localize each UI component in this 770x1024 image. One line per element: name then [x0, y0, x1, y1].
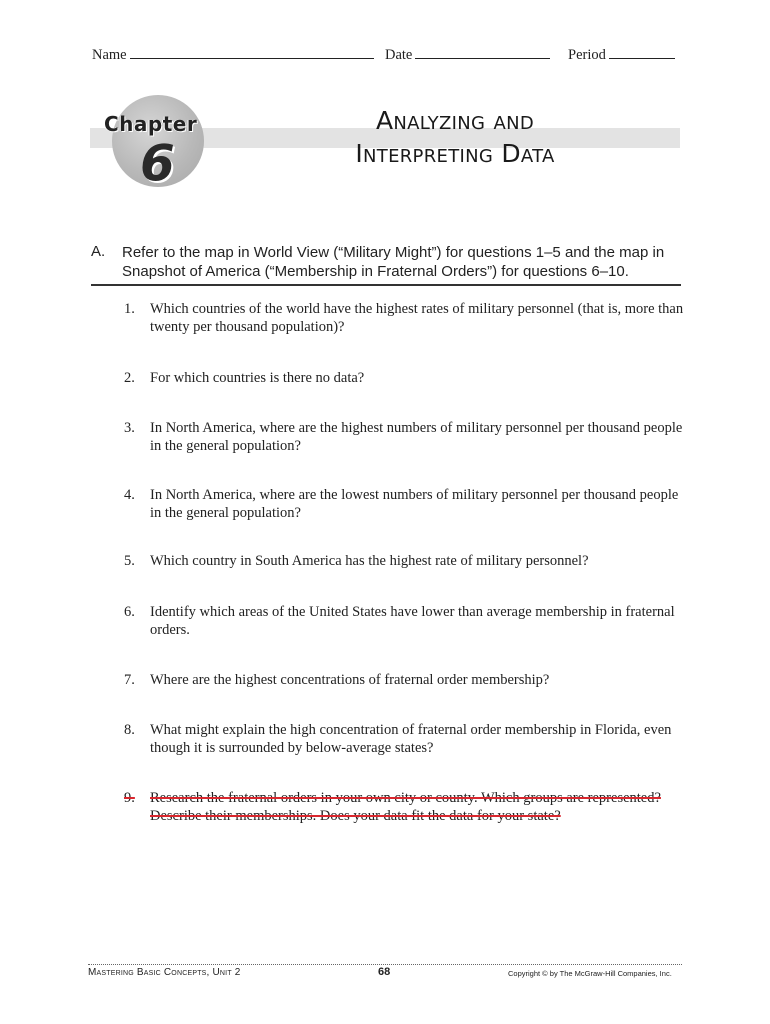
- title-line-1: Analyzing and: [375, 106, 535, 135]
- period-field[interactable]: [568, 44, 675, 64]
- chapter-word: Chapter: [104, 112, 198, 136]
- question-text: Where are the highest concentrations of fraternal order membership?: [150, 672, 550, 688]
- question-item-7: [124, 671, 684, 689]
- name-blank[interactable]: [130, 44, 374, 59]
- name-label: Name: [92, 47, 127, 63]
- question-text: In North America, where are the highest numbers of military personnel per thousand people in the general population?: [150, 420, 683, 454]
- question-item-6: [124, 603, 684, 639]
- question-item-4: [124, 486, 684, 522]
- question-item-5: [124, 552, 684, 570]
- section-instructions: Refer to the map in World View (“Military Might”) for questions 1–5 and the map in Snapshot of America (“Membership in Fraternal Orders”) for questions 6–10.: [122, 244, 665, 280]
- question-number: 7.: [124, 672, 135, 688]
- question-number: 8.: [124, 722, 135, 738]
- question-item-2: [124, 369, 684, 387]
- period-blank[interactable]: [609, 44, 675, 59]
- question-number: 6.: [124, 604, 135, 620]
- question-item-3: [124, 419, 684, 455]
- date-label: Date: [385, 47, 413, 63]
- footer-book-title: Mastering Basic Concepts, Unit 2: [88, 967, 241, 978]
- question-number: 5.: [124, 553, 135, 569]
- question-item-1: [124, 300, 684, 336]
- question-text: Identify which areas of the United States have lower than average membership in fraternal orders.: [150, 604, 675, 638]
- name-field[interactable]: [92, 44, 374, 64]
- question-item-9-struck: [124, 789, 684, 825]
- footer-rule: [88, 964, 682, 965]
- period-label: Period: [568, 47, 606, 63]
- question-number: 1.: [124, 301, 135, 317]
- question-number: 9.: [124, 790, 135, 806]
- date-field[interactable]: [385, 44, 550, 64]
- section-letter: A.: [91, 243, 106, 260]
- question-number: 2.: [124, 370, 135, 386]
- question-text: What might explain the high concentration of fraternal order membership in Florida, even though it is surrounded by below-average states?: [150, 722, 672, 756]
- page-title: [290, 104, 620, 170]
- question-number: 4.: [124, 487, 135, 503]
- date-blank[interactable]: [415, 44, 550, 59]
- question-text: For which countries is there no data?: [150, 370, 365, 386]
- chapter-number: 6: [140, 134, 175, 192]
- title-line-2: Interpreting Data: [355, 139, 555, 168]
- question-item-8: [124, 721, 684, 757]
- copyright-notice: Copyright © by The McGraw-Hill Companies, Inc.: [508, 969, 672, 978]
- question-text: Which countries of the world have the highest rates of military personnel (that is, more than twenty per thousand population)?: [150, 301, 684, 335]
- question-number: 3.: [124, 420, 135, 436]
- question-text: Which country in South America has the highest rate of military personnel?: [150, 553, 589, 569]
- section-rule: [91, 284, 681, 286]
- question-text: Research the fraternal orders in your own city or county. Which groups are represented? Describe their memberships. Does your data fit the data for your state?: [150, 790, 661, 824]
- question-text: In North America, where are the lowest numbers of military personnel per thousand people in the general population?: [150, 487, 679, 521]
- page-number: 68: [378, 966, 391, 978]
